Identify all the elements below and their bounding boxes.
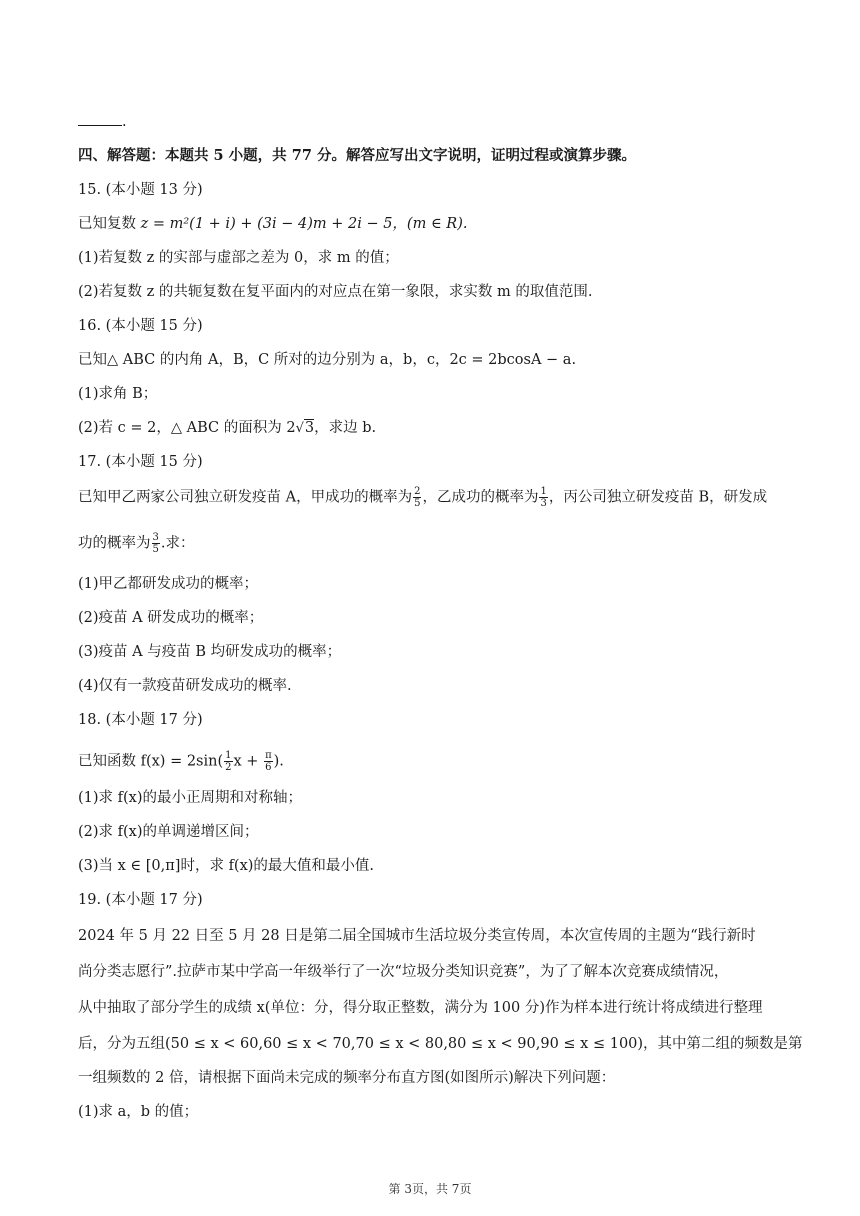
page-footer: 第 3页，共 7页 xyxy=(388,1182,472,1196)
q18-part1: (1)求 f(x)的最小正周期和对称轴； xyxy=(78,790,303,806)
q16-header: 16. (本小题 15 分) xyxy=(78,318,203,334)
fraction: $\frac{3}{5}$ xyxy=(152,532,159,555)
q19-header: 19. (本小题 17 分) xyxy=(78,892,203,908)
q16-part2: (2)若 c = 2，△ ABC 的面积为 2√3，求边 b. xyxy=(78,420,377,436)
q19-text-line4: 后，分为五组(50 ≤ x < 60,60 ≤ x < 70,70 ≤ x < 80,80 ≤ x < 90,90 ≤ x ≤ 100)，其中第二组的频数是第 xyxy=(78,1036,803,1052)
q18-part3: (3)当 x ∈ [0,π]时，求 f(x)的最大值和最小值. xyxy=(78,858,375,874)
q18-header: 18. (本小题 17 分) xyxy=(78,712,203,728)
previous-answer-blank: . xyxy=(78,112,790,132)
q18-part2: (2)求 f(x)的单调递增区间； xyxy=(78,824,259,840)
q17-stem-line1: 已知甲乙两家公司独立研发疫苗 A，甲成功的概率为 $\frac{2}{5}$ ，乙成功的概率为 $\frac{1}{3}$ ，丙公司独立研发疫苗 B，研发成 xyxy=(78,486,768,509)
q15-part2: (2)若复数 z 的共轭复数在复平面内的对应点在第一象限，求实数 m 的取值范围. xyxy=(78,284,593,300)
q19-part1: (1)求 a，b 的值； xyxy=(78,1104,199,1120)
q16-stem: 已知△ ABC 的内角 A，B，C 所对的边分别为 a，b，c，2c = 2bcosA − a. xyxy=(78,352,577,368)
section-heading: 四、解答题：本题共 5 小题，共 77 分。解答应写出文字说明，证明过程或演算步骤。 xyxy=(78,147,636,164)
q19-text-line2: 尚分类志愿行”.拉萨市某中学高一年级举行了一次“垃圾分类知识竞赛”，为了了解本次竞赛成绩情况， xyxy=(78,964,729,980)
q15-part1: (1)若复数 z 的实部与虚部之差为 0，求 m 的值； xyxy=(78,250,399,266)
q19-text-line1: 2024 年 5 月 22 日至 5 月 28 日是第二届全国城市生活垃圾分类宣传周，本次宣传周的主题为“践行新时 xyxy=(78,928,756,944)
q17-part3: (3)疫苗 A 与疫苗 B 均研发成功的概率； xyxy=(78,644,342,660)
q17-stem-line2: 功的概率为 $\frac{3}{5}$ .求： xyxy=(78,532,195,555)
q15-stem: 已知复数 z = m²(1 + i) + (3i − 4)m + 2i − 5，(m ∈ R). xyxy=(78,216,468,232)
q17-part2: (2)疫苗 A 研发成功的概率； xyxy=(78,610,264,626)
fraction: $\frac{1}{3}$ xyxy=(540,486,547,509)
q17-part1: (1)甲乙都研发成功的概率； xyxy=(78,576,259,592)
q19-text-line3: 从中抽取了部分学生的成绩 x(单位：分，得分取正整数，满分为 100 分)作为样本进行统计将成绩进行整理 xyxy=(78,1000,763,1016)
q17-part4: (4)仅有一款疫苗研发成功的概率. xyxy=(78,678,292,694)
q17-header: 17. (本小题 15 分) xyxy=(78,454,203,470)
q19-text-line5: 一组频数的 2 倍，请根据下面尚未完成的频率分布直方图(如图所示)解决下列问题： xyxy=(78,1070,616,1086)
fraction: $\frac{\pi}{6}$ xyxy=(265,750,272,773)
q18-stem: 已知函数 f(x) = 2sin( $\frac{1}{2}$ x + $\frac{\pi}{6}$ ). xyxy=(78,750,284,773)
fraction: $\frac{2}{5}$ xyxy=(414,486,421,509)
q16-part1: (1)求角 B； xyxy=(78,386,158,402)
q15-header: 15. (本小题 13 分) xyxy=(78,182,203,198)
fraction: $\frac{1}{2}$ xyxy=(225,750,232,773)
